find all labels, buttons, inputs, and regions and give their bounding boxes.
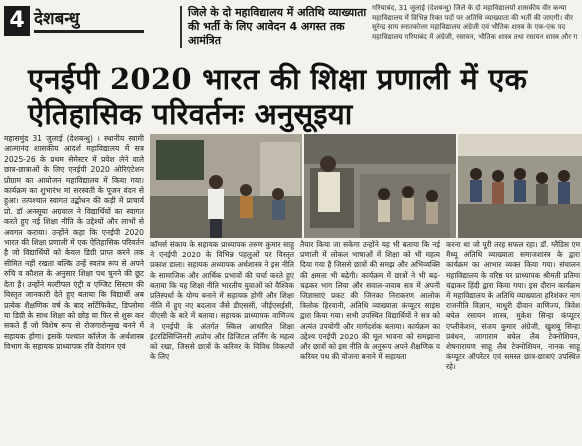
top-news-headline: जिले के दो महाविद्यालय में अतिथि व्याख्याता की भर्ती के लिए आवेदन 4 अगस्त तक आमंत्रित	[180, 6, 378, 48]
article-lead-column: महासमुंद 31 जुलाई (देशबन्धु) । स्थानीय स्वामी आत्मानंद शासकीय आदर्श महाविद्यालय में सत्र 2025-26 के प्रथम सेमेस्टर में प्रवेश लेने वाले छात्र-छात्राओं के लिए एनईपी 2020 ओरिएंटेशन प्रोग्राम का आयोजन महाविद्यालय में किया गया। कार्यक्रम का शुभारंभ मां सरस्वती के पूजन वंदन से हुआ। तत्पश्चात स्वागत उद्बोधन की कड़ी में प्राचार्य प्रो. डॉ अनसूया अग्रवाल ने विद्यार्थियों का स्वागत करते हुए नई शिक्षा नीति के उद्देश्यों और लाभों से अवगत कराया। उन्होंने कहा कि एनईपी 2020 भारत की शिक्षा प्रणाली में एक ऐतिहासिक परिवर्तन है जो विद्यार्थियों को केवल डिग्री प्राप्त करने तक सीमित नहीं रखता बल्कि उन्हें स्वतंत्र रूप से अपने रुचि व कौशल के अनुसार शिक्षा पथ चुनने की छूट देता है। उन्होंने मल्टीपल एंट्री व एग्जिट सिस्टम की विस्तृत जानकारी देते हुए बताया कि विद्यार्थी अब प्रत्येक शैक्षणिक वर्ष के बाद सर्टिफिकेट, डिप्लोमा या डिग्री के साथ शिक्षा को छोड़ या फिर से शुरू कर सकते हैं जो विशेष रूप से रोजगारोन्मुख बनने में सहायक होगा। इसके पश्चात कॉलेज के अर्थशास्त्र विभाग के सहायक प्राध्यापक रवि देवांगन एवं	[4, 134, 144, 352]
classroom-photo-2	[304, 134, 456, 238]
classroom-photo-1	[150, 134, 302, 238]
photo-students	[458, 134, 582, 238]
paper-name: देशबन्धु	[34, 9, 80, 29]
article-column-3: तैयार किया जा सकेगा उन्होंने यह भी बताया कि नई प्रणाली में लोकल भाषाओं में शिक्षा को भी महत्व दिया गया है जिससे छात्रों की समझ और अभिव्यक्ति की क्षमता भी बढ़ेगी। कार्यक्रम में छात्रों ने भी बढ़-चढ़कर भाग लिया और सवाल-जवाब सत्र में अपनी जिज्ञासाएं प्रकट की जिनका निराकरण आलोक त्रिलोक हिरवानी, अतिथि व्याख्याता कंप्यूटर साइंस द्वारा किया गया। सभी उपस्थित विद्यार्थियों ने सत्र को अत्यंत उपयोगी और मार्गदर्शक बताया। कार्यक्रम का उद्देश्य एनईपी 2020 की मूल भावना को समझाना और छात्रों को इस नीति के अनुरूप अपने शैक्षणिक व करियर पथ की योजना बनाने में सहायता	[300, 240, 440, 362]
article-headline: एनईपी 2020 भारत की शिक्षा प्रणाली में एक ऐतिहासिक परिवर्तनः अनुसूइया	[28, 62, 528, 131]
right-news-snippet: गरियाबंद, 31 जुलाई (देशबन्धु) जिले के दो महाविद्यालयों शासकीय वीर कन्या महाविद्यालय में विभिन्न रिक्त पदों पर अतिथि व्याख्याता की भर्ती की जाएगी। वीर सुरेन्द्र साय स्नातकोत्तर महाविद्यालय अंग्रेजी एवं भौतिक शास्त्र के एक-एक पद महाविद्यालय गरियाबंद में अंग्रेजी, रसायन, भौतिक शास्त्र तथा रसायन शास्त्र और ग	[372, 4, 578, 41]
article-column-4: करना था जो पूरी तरह सफल रहा। डॉ. ग्लैडिस एम मैथ्यू अतिथि व्याख्याता समाजशास्त्र के द्वारा कार्यक्रम का आभार व्यक्त किया गया। संचालन महाविद्यालय के वरिष्ठ पर प्राध्यापक श्रीमती प्रतिमा चंद्राकर हिंदी द्वारा किया गया। इस दौरान कार्यक्रम में महाविद्यालय के अतिथि व्याख्याता हरिशंकर नाग राजनीति विज्ञान, माधुरी दीवान वाणिज्य, त्रिवेश बघेल रसायन शास्त्र, मुकेश सिन्हा कंप्यूटर एप्लीकेशन, संजय कुमार अंग्रेजी, खुशबू सिन्हा प्रबंधन, जागाराम बघेल लैब टेक्नोशियन, शेषनारायण साहू लैब टेक्नोशियन, नानक साहू कंप्यूटर ऑपरेटर एवं समस्त छात्र-छात्राएं उपस्थित रहे।	[446, 240, 580, 372]
masthead	[0, 0, 582, 62]
article-column-2: कॉमर्स संकाय के सहायक प्राध्यापक तरुण कुमार साहू ने एनईपी 2020 के विभिन्न पहलुओं पर विस्तृत प्रकाश डाला। सहायक अध्यापक अर्थशास्त्र ने इस नीति के सामाजिक और आर्थिक प्रभावों की चर्चा करते हुए बताया कि यह शिक्षा नीति भारतीय युवाओं को वैश्विक प्रतिस्पर्धा के योग्य बनाने में सहायक होगी और शिक्षा नीति में हुए नए बदलाव जैसे डीएससी, जीईएसईसी, वीएसी के बारे में बताया। सहायक प्राध्यापक वाणिज्य ने एनईपी के अंतर्गत स्किल आधारित शिक्षा इंटरडिसिप्लिनरी अप्रोच और डिजिटल लर्निंग के महत्व को रखा, जिससे छात्रों के करियर के विविध विकल्पों के लिए	[150, 240, 294, 362]
classroom-photo-3	[458, 134, 582, 238]
page-number: 4	[4, 6, 30, 36]
photo-speaker-classroom	[150, 134, 302, 238]
photo-presenter	[304, 134, 456, 238]
masthead-rule	[34, 30, 144, 33]
